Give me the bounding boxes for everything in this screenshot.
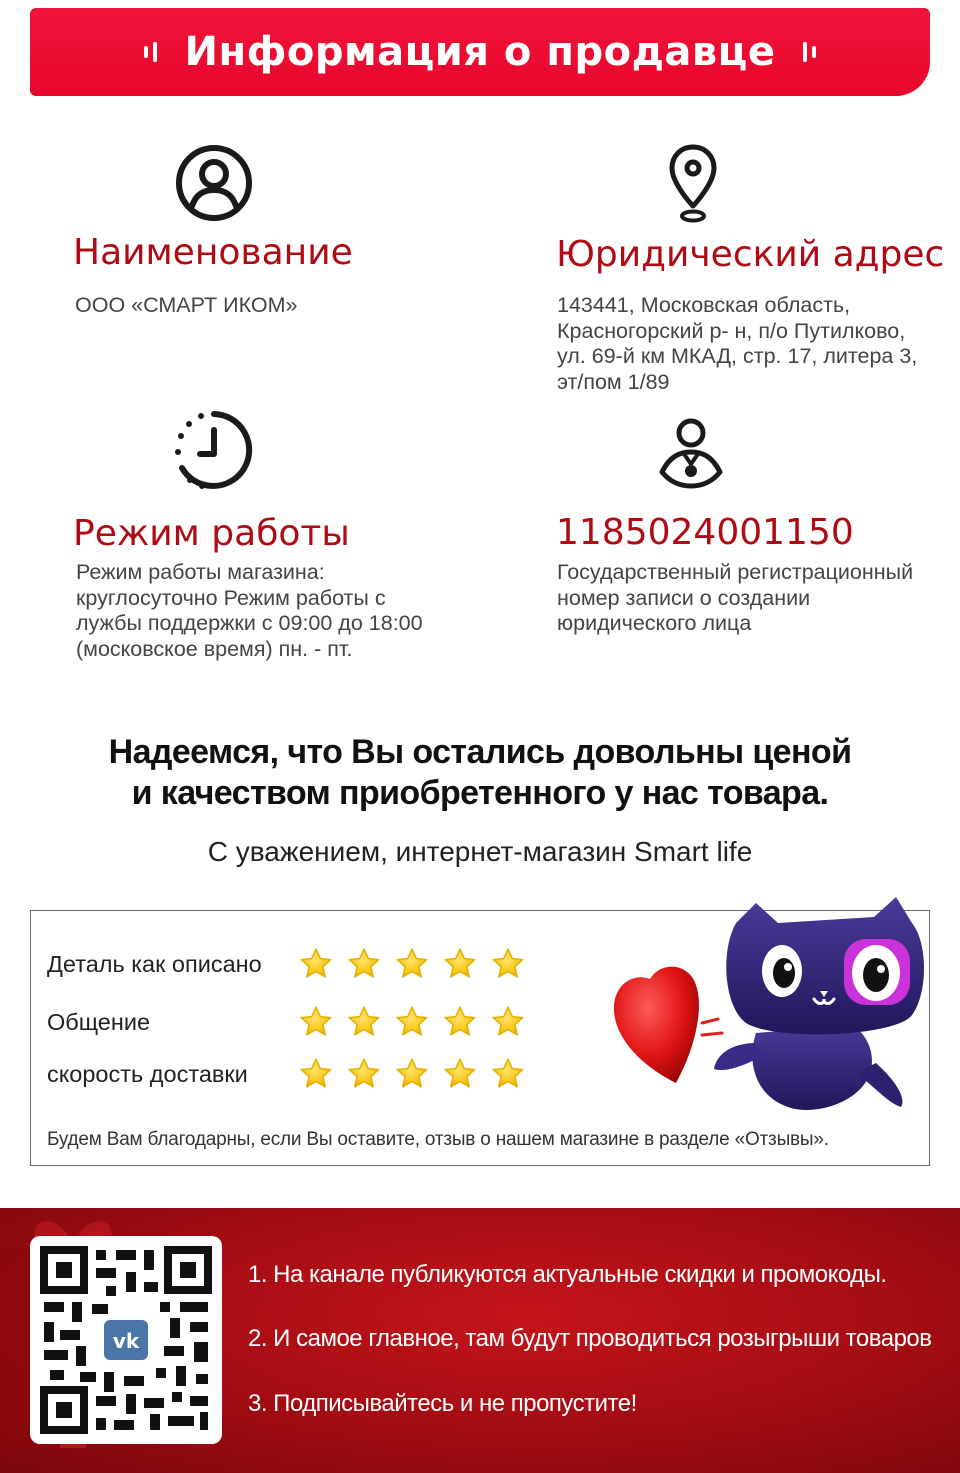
star-rating [299, 947, 525, 981]
review-request-text: Будем Вам благодарны, если Вы оставите, отзыв о нашем магазине в разделе «Отзывы». [47, 1129, 829, 1150]
cat-mascot-illustration [606, 893, 936, 1123]
star-icon [491, 947, 525, 981]
location-pin-icon [668, 142, 718, 224]
seller-ogrn-text: Государственный регистрационный номер записи о создании юридического лица [557, 560, 914, 635]
star-icon [443, 1057, 477, 1091]
rating-row-description [47, 947, 525, 981]
star-icon [347, 1057, 381, 1091]
seller-name-text: ООО «СМАРТ ИКОМ» [75, 293, 298, 317]
seller-hours-title: Режим работы [73, 513, 350, 554]
seller-address-title: Юридический адрес [556, 234, 945, 275]
promo-banner [0, 1208, 960, 1473]
promo-line-1: 1. На канале публикуются актуальные скидки и промокоды. [248, 1261, 887, 1288]
decor-right [803, 42, 816, 62]
rating-card [30, 910, 930, 1166]
seller-ogrn-title: 1185024001150 [556, 512, 854, 553]
seller-address-text: 143441, Московская область, Красногорский р- н, п/о Путилково, ул. 69-й км МКАД, стр. 17, литера 3, эт/пом 1/89 [557, 293, 918, 394]
star-rating [299, 1057, 525, 1091]
qr-code[interactable] [40, 1246, 212, 1434]
rating-row-delivery [47, 1057, 525, 1091]
star-icon [395, 947, 429, 981]
rating-label: Общение [47, 1008, 151, 1035]
star-icon [443, 1005, 477, 1039]
seller-hours-text: Режим работы магазина: круглосуточно Режим работы с лужбы поддержки с 09:00 до 18:00 (московское время) пн. - пт. [76, 560, 423, 661]
clock-icon [172, 408, 256, 492]
star-icon [299, 1057, 333, 1091]
seller-name-title: Наименование [73, 232, 353, 273]
regards-text: С уважением, интернет-магазин Smart life [207, 836, 753, 867]
rating-row-communication [47, 1005, 525, 1039]
user-icon [174, 142, 254, 224]
qr-code-card[interactable] [30, 1236, 222, 1444]
star-icon [347, 947, 381, 981]
page-title: Информация о продавце [184, 29, 776, 75]
star-icon [395, 1005, 429, 1039]
star-icon [347, 1005, 381, 1039]
header-banner [30, 8, 930, 96]
star-icon [299, 1005, 333, 1039]
svg-text:vk: vk [112, 1329, 140, 1353]
promo-line-3: 3. Подписывайтесь и не пропустите! [248, 1390, 637, 1417]
star-icon [491, 1005, 525, 1039]
rating-label: Деталь как описано [47, 950, 262, 977]
star-icon [395, 1057, 429, 1091]
star-icon [299, 947, 333, 981]
thanks-message: Надеемся, что Вы остались довольны ценой и качеством приобретенного у нас товара. [108, 733, 852, 812]
rating-label: скорость доставки [47, 1060, 248, 1087]
star-icon [443, 947, 477, 981]
star-icon [491, 1057, 525, 1091]
decor-left [144, 42, 157, 62]
star-rating [299, 1005, 525, 1039]
promo-line-2: 2. И самое главное, там будут проводиться розыгрыши товаров [248, 1325, 932, 1352]
person-id-icon [658, 416, 724, 490]
